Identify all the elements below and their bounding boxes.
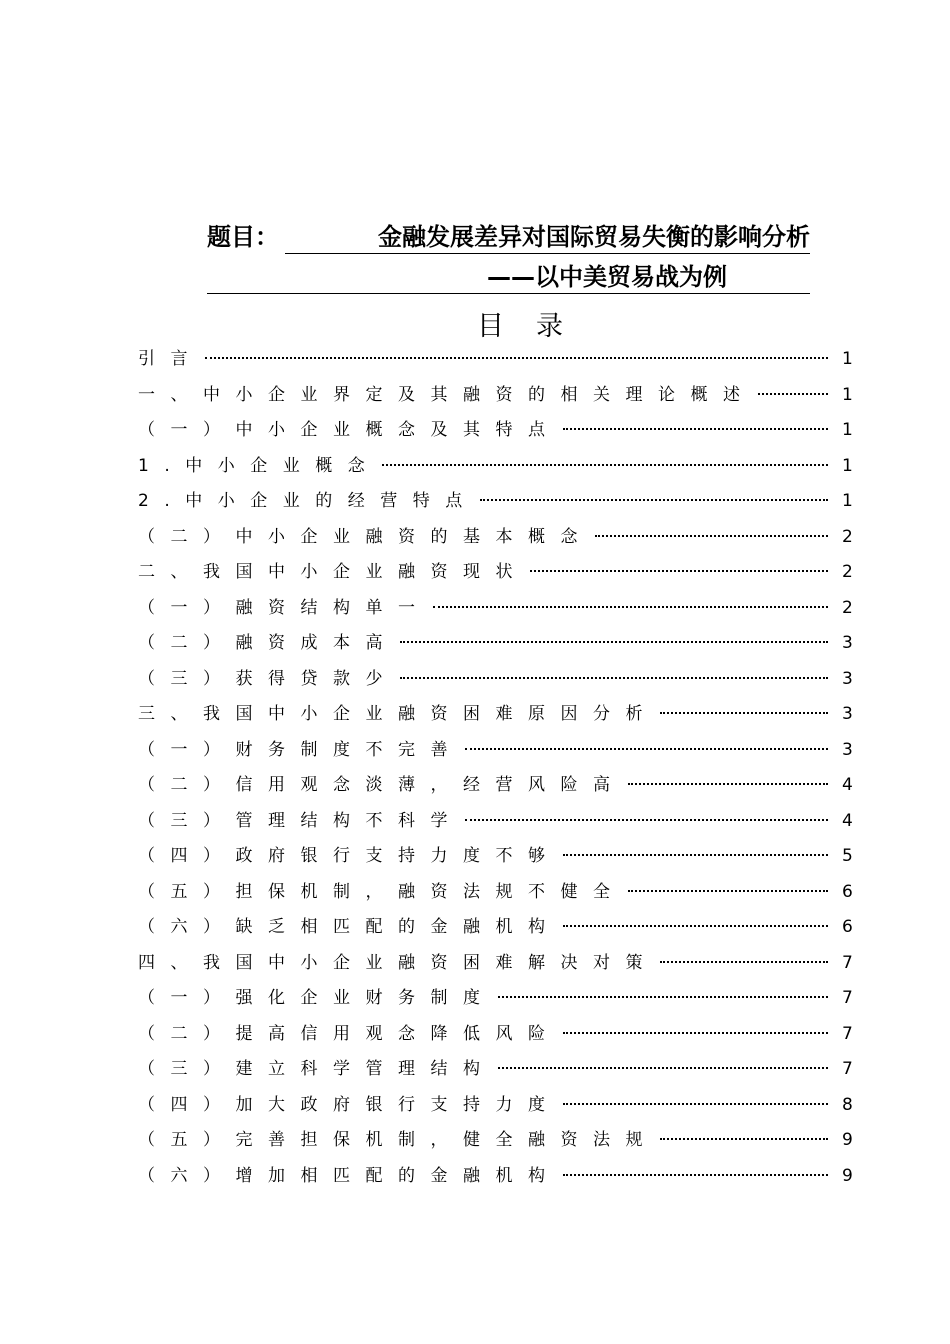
toc-entry-page: 6 xyxy=(842,917,853,937)
toc-entry-label: 1.中小企业概念 xyxy=(138,455,381,476)
toc-leader-dots xyxy=(563,1174,829,1176)
toc-entry-label: （三）获得贷款少 xyxy=(138,668,398,689)
toc-entry[interactable] xyxy=(138,733,852,769)
toc-entry[interactable] xyxy=(138,1159,852,1195)
toc-heading: 目录 xyxy=(477,311,595,342)
toc-entry-page: 1 xyxy=(842,420,853,440)
toc-entry-page: 2 xyxy=(842,526,853,547)
toc-entry-label: （四）加大政府银行支持力度 xyxy=(138,1094,561,1115)
toc-entry-label: （六）增加相匹配的金融机构 xyxy=(138,1165,561,1186)
toc-entry[interactable] xyxy=(138,591,852,627)
toc-leader-dots xyxy=(628,783,829,785)
title-label: 题目： xyxy=(207,223,279,251)
toc-leader-dots xyxy=(628,890,829,892)
toc-entry-label: 2.中小企业的经营特点 xyxy=(138,491,478,511)
toc-entry[interactable] xyxy=(138,1052,852,1088)
toc-entry-label: （二）融资成本高 xyxy=(138,633,398,653)
toc-entry[interactable] xyxy=(138,413,852,449)
toc-entry-page: 6 xyxy=(842,881,853,902)
toc-entry-label: （一）融资结构单一 xyxy=(138,597,431,618)
toc-entry-label: （六）缺乏相匹配的金融机构 xyxy=(138,917,561,937)
toc-leader-dots xyxy=(563,925,829,927)
toc-leader-dots xyxy=(433,606,829,608)
toc-leader-dots xyxy=(563,428,829,430)
toc-entry[interactable] xyxy=(138,449,852,485)
toc-leader-dots xyxy=(400,641,828,643)
toc-entry[interactable] xyxy=(138,342,852,378)
toc-entry[interactable] xyxy=(138,910,852,946)
toc-entry-label: （二）提高信用观念降低风险 xyxy=(138,1023,561,1044)
toc-leader-dots xyxy=(660,1138,828,1140)
toc-leader-dots xyxy=(660,712,828,714)
toc-entry[interactable] xyxy=(138,1123,852,1159)
toc-leader-dots xyxy=(498,996,829,998)
toc-leader-dots xyxy=(382,464,828,466)
toc-entry-page: 8 xyxy=(842,1094,853,1115)
toc-entry-page: 1 xyxy=(842,384,853,405)
toc-entry[interactable] xyxy=(138,946,852,982)
toc-entry-label: 引言 xyxy=(138,349,203,369)
toc-entry-page: 7 xyxy=(842,1059,853,1079)
toc-entry-page: 4 xyxy=(842,775,853,795)
toc-entry[interactable] xyxy=(138,981,852,1017)
toc-entry-label: 二、我国中小企业融资现状 xyxy=(138,562,528,582)
toc-leader-dots xyxy=(530,570,828,572)
toc-leader-dots xyxy=(465,748,828,750)
toc-entry[interactable] xyxy=(138,804,852,840)
toc-entry-label: （五）担保机制，融资法规不健全 xyxy=(138,881,626,902)
toc-entry-page: 1 xyxy=(842,491,853,511)
toc-entry-label: 三、我国中小企业融资困难原因分析 xyxy=(138,704,658,724)
toc-entry-page: 5 xyxy=(842,846,853,866)
toc-leader-dots xyxy=(595,535,828,537)
toc-entry-label: （二）信用观念淡薄，经营风险高 xyxy=(138,775,626,795)
subtitle-line xyxy=(207,257,810,291)
toc-entry[interactable] xyxy=(138,839,852,875)
toc-leader-dots xyxy=(563,854,829,856)
toc-leader-dots xyxy=(400,677,828,679)
toc-leader-dots xyxy=(758,393,829,395)
title-line xyxy=(207,215,810,253)
title-subtitle: ——以中美贸易战为例 xyxy=(207,257,810,294)
toc-entry-page: 9 xyxy=(842,1130,853,1150)
toc-entry[interactable] xyxy=(138,520,852,556)
toc-leader-dots xyxy=(498,1067,829,1069)
toc-leader-dots xyxy=(205,357,828,359)
toc-leader-dots xyxy=(480,499,828,501)
toc-entry[interactable] xyxy=(138,484,852,520)
toc-entry-page: 4 xyxy=(842,810,853,831)
toc-entry[interactable] xyxy=(138,1088,852,1124)
toc-entry-label: （三）建立科学管理结构 xyxy=(138,1059,496,1079)
toc-entry[interactable] xyxy=(138,768,852,804)
toc-entry-page: 7 xyxy=(842,952,853,973)
table-of-contents xyxy=(138,342,852,1194)
toc-entry-label: （二）中小企业融资的基本概念 xyxy=(138,526,593,547)
toc-entry[interactable] xyxy=(138,626,852,662)
toc-entry-page: 1 xyxy=(842,455,853,476)
toc-entry[interactable] xyxy=(138,378,852,414)
toc-leader-dots xyxy=(563,1103,829,1105)
toc-entry-label: （五）完善担保机制，健全融资法规 xyxy=(138,1130,658,1150)
toc-leader-dots xyxy=(465,819,828,821)
toc-entry-label: （四）政府银行支持力度不够 xyxy=(138,846,561,866)
toc-entry-page: 7 xyxy=(842,988,853,1008)
toc-entry-label: 一、中小企业界定及其融资的相关理论概述 xyxy=(138,384,756,405)
toc-entry-page: 2 xyxy=(842,597,853,618)
toc-leader-dots xyxy=(563,1032,829,1034)
toc-entry-page: 2 xyxy=(842,562,853,582)
toc-entry-label: （一）强化企业财务制度 xyxy=(138,988,496,1008)
toc-entry[interactable] xyxy=(138,662,852,698)
toc-leader-dots xyxy=(660,961,828,963)
title-block xyxy=(207,215,810,291)
toc-entry-page: 9 xyxy=(842,1165,853,1186)
toc-entry[interactable] xyxy=(138,555,852,591)
toc-entry-label: （一）中小企业概念及其特点 xyxy=(138,420,561,440)
toc-entry[interactable] xyxy=(138,697,852,733)
title-main: 金融发展差异对国际贸易失衡的影响分析 xyxy=(285,217,810,254)
toc-entry-label: 四、我国中小企业融资困难解决对策 xyxy=(138,952,658,973)
toc-entry[interactable] xyxy=(138,875,852,911)
toc-entry-label: （一）财务制度不完善 xyxy=(138,739,463,760)
toc-entry-label: （三）管理结构不科学 xyxy=(138,810,463,831)
toc-entry-page: 1 xyxy=(842,349,853,369)
toc-entry-page: 3 xyxy=(842,739,853,760)
toc-entry-page: 3 xyxy=(842,668,853,689)
toc-entry-page: 7 xyxy=(842,1023,853,1044)
toc-entry[interactable] xyxy=(138,1017,852,1053)
toc-entry-page: 3 xyxy=(842,704,853,724)
toc-entry-page: 3 xyxy=(842,633,853,653)
